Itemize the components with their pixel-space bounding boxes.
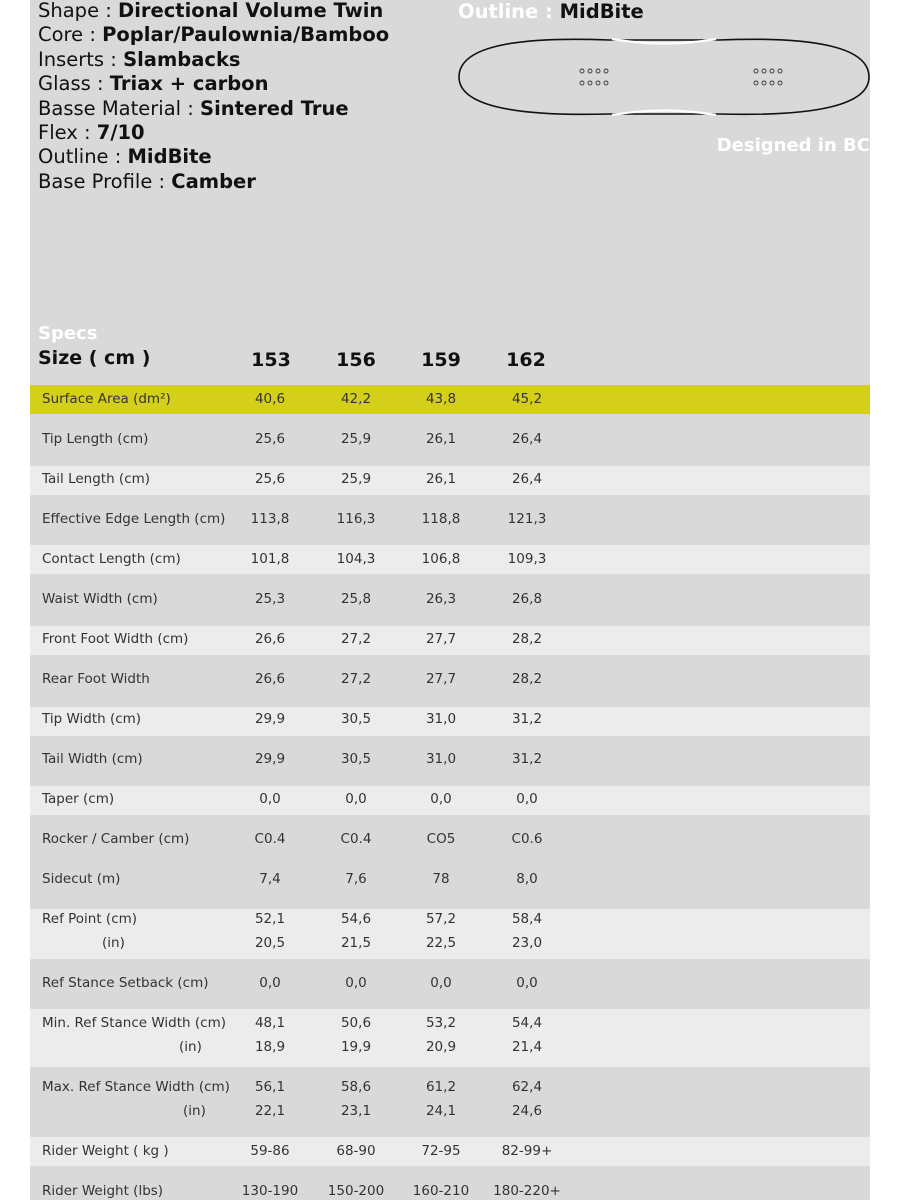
spec-value: 104,3	[336, 551, 376, 567]
property-value: Slambacks	[123, 47, 241, 71]
spec-value: 59-86	[250, 1143, 290, 1159]
spec-value: 58,4	[511, 911, 543, 927]
property-label: Basse Material :	[38, 96, 201, 120]
spec-sub-value: 19,9	[340, 1039, 372, 1055]
property-value: Triax + carbon	[109, 72, 269, 96]
size-162: 162	[506, 349, 546, 371]
spec-sub-value: 22,5	[425, 935, 457, 951]
spec-row	[30, 786, 870, 815]
insert-hole	[770, 69, 774, 73]
spec-sub-value: 21,5	[340, 935, 372, 951]
property-value: MidBite	[127, 145, 212, 169]
spec-value: 160-210	[412, 1183, 470, 1199]
spec-value: 116,3	[336, 511, 376, 527]
spec-value: 43,8	[425, 391, 457, 407]
spec-value: 0,0	[259, 975, 281, 991]
spec-value: 25,3	[254, 591, 286, 607]
spec-value: 101,8	[250, 551, 290, 567]
spec-value: 7,4	[259, 871, 281, 887]
property-label: Shape :	[38, 0, 119, 22]
spec-value: 25,9	[340, 431, 372, 447]
spec-label: Tip Width (cm)	[42, 711, 142, 727]
spec-value: 109,3	[507, 551, 547, 567]
spec-label: Tip Length (cm)	[42, 431, 149, 447]
spec-value: 130-190	[241, 1183, 299, 1199]
spec-value: C0.4	[340, 831, 372, 847]
property-label: Flex :	[38, 121, 97, 144]
spec-value: 25,6	[254, 431, 286, 447]
spec-label: Rocker / Camber (cm)	[42, 831, 190, 847]
spec-row	[30, 414, 870, 466]
size-153: 153	[251, 349, 291, 371]
insert-hole	[596, 81, 600, 85]
spec-value: 52,1	[254, 911, 286, 927]
specs-title: Specs	[38, 323, 98, 344]
size-159: 159	[421, 349, 461, 371]
spec-value: 8,0	[516, 871, 538, 887]
front-inserts	[580, 69, 608, 85]
spec-value: 0,0	[430, 975, 452, 991]
spec-sub-value: 23,1	[340, 1103, 372, 1119]
spec-label: Taper (cm)	[42, 791, 115, 807]
spec-value: 0,0	[516, 975, 538, 991]
spec-sub-value: 24,6	[511, 1103, 543, 1119]
spec-sub-value: 23,0	[511, 935, 543, 951]
property-2	[38, 48, 241, 72]
property-label: Glass :	[38, 72, 110, 96]
spec-value: 40,6	[254, 391, 286, 407]
spec-value: 0,0	[259, 791, 281, 807]
spec-label: Sidecut (m)	[42, 871, 121, 887]
insert-hole	[588, 81, 592, 85]
outline-heading	[458, 0, 644, 24]
size-header-label: Size ( cm )	[38, 347, 151, 369]
insert-hole	[770, 81, 774, 85]
designed-in-bc-tag: Designed in BC	[716, 135, 870, 156]
spec-value: C0.6	[511, 831, 543, 847]
spec-row	[30, 736, 870, 786]
property-value: 7/10	[96, 121, 145, 144]
spec-label: Ref Stance Setback (cm)	[42, 975, 209, 991]
spec-label: Rider Weight ( kg )	[42, 1143, 169, 1159]
spec-row	[30, 466, 870, 495]
spec-value: 26,4	[511, 431, 543, 447]
spec-value: 26,3	[425, 591, 457, 607]
insert-hole	[580, 81, 584, 85]
insert-hole	[588, 69, 592, 73]
spec-value: 31,0	[425, 711, 457, 727]
spec-label: Min. Ref Stance Width (cm)	[42, 1015, 226, 1031]
spec-row	[30, 815, 870, 867]
outline-heading-value: MidBite	[559, 0, 644, 23]
spec-value: 58,6	[340, 1079, 372, 1095]
spec-value: 68-90	[336, 1143, 376, 1159]
spec-value: 28,2	[511, 671, 543, 687]
spec-value: 72-95	[421, 1143, 461, 1159]
insert-hole	[596, 69, 600, 73]
spec-sub-label: (in)	[179, 1039, 202, 1055]
spec-sub-value: 22,1	[254, 1103, 286, 1119]
spec-value: 25,6	[254, 471, 286, 487]
spec-value: 0,0	[345, 975, 367, 991]
spec-value: 31,2	[511, 751, 543, 767]
spec-value: 121,3	[507, 511, 547, 527]
spec-sub-value: 24,1	[425, 1103, 457, 1119]
spec-value: 78	[432, 871, 450, 887]
spec-value: 26,1	[425, 471, 457, 487]
board-outline-diagram	[454, 26, 870, 126]
spec-value: 57,2	[425, 911, 457, 927]
spec-value: 50,6	[340, 1015, 372, 1031]
property-label: Core :	[38, 23, 103, 47]
rear-inserts	[754, 69, 782, 85]
property-label: Outline :	[38, 145, 128, 169]
property-0	[38, 0, 383, 23]
property-1	[38, 23, 389, 47]
property-7	[38, 170, 256, 194]
spec-value: 27,2	[340, 631, 372, 647]
spec-sheet	[30, 0, 870, 1200]
spec-value: 26,8	[511, 591, 543, 607]
size-156: 156	[336, 349, 376, 371]
spec-value: 7,6	[345, 871, 367, 887]
spec-value: 26,6	[254, 671, 286, 687]
spec-row	[30, 909, 870, 959]
property-value: Sintered True	[200, 96, 349, 120]
spec-value: 31,0	[425, 751, 457, 767]
spec-value: 26,4	[511, 471, 543, 487]
spec-value: 180-220+	[493, 1183, 561, 1199]
spec-value: 53,2	[425, 1015, 457, 1031]
spec-value: 42,2	[340, 391, 372, 407]
spec-row	[30, 867, 870, 909]
spec-row	[30, 626, 870, 655]
spec-value: 25,8	[340, 591, 372, 607]
spec-row	[30, 1009, 870, 1067]
spec-label: Tail Length (cm)	[42, 471, 151, 487]
spec-sub-value: 20,9	[425, 1039, 457, 1055]
spec-row	[30, 959, 870, 1009]
spec-row	[30, 1067, 870, 1137]
spec-value: 61,2	[425, 1079, 457, 1095]
spec-value: 0,0	[430, 791, 452, 807]
insert-hole	[580, 69, 584, 73]
board-outline-shape	[459, 39, 869, 114]
spec-value: 30,5	[340, 711, 372, 727]
property-label: Base Profile :	[38, 169, 172, 193]
insert-hole	[604, 69, 608, 73]
property-value: Poplar/Paulownia/Bamboo	[102, 23, 390, 47]
spec-value: 26,6	[254, 631, 286, 647]
insert-hole	[754, 81, 758, 85]
property-5	[38, 121, 145, 145]
spec-sub-value: 21,4	[511, 1039, 543, 1055]
spec-sub-label: (in)	[183, 1103, 206, 1119]
spec-sub-value: 18,9	[254, 1039, 286, 1055]
property-value: Camber	[171, 169, 256, 193]
spec-row	[30, 655, 870, 707]
spec-label: Rear Foot Width	[42, 671, 150, 687]
property-4	[38, 97, 349, 121]
insert-hole	[778, 69, 782, 73]
spec-value: 29,9	[254, 751, 286, 767]
spec-value: 150-200	[327, 1183, 385, 1199]
spec-sub-label: (in)	[102, 935, 125, 951]
spec-row	[30, 1137, 870, 1166]
insert-hole	[754, 69, 758, 73]
spec-value: 118,8	[421, 511, 461, 527]
spec-sub-value: 20,5	[254, 935, 286, 951]
spec-row	[30, 574, 870, 626]
spec-label: Front Foot Width (cm)	[42, 631, 189, 647]
spec-value: CO5	[426, 831, 456, 847]
spec-value: 45,2	[511, 391, 543, 407]
spec-label: Waist Width (cm)	[42, 591, 158, 607]
property-3	[38, 72, 268, 96]
spec-value: 0,0	[345, 791, 367, 807]
spec-value: 29,9	[254, 711, 286, 727]
property-value: Directional Volume Twin	[118, 0, 384, 22]
spec-value: 30,5	[340, 751, 372, 767]
spec-value: 28,2	[511, 631, 543, 647]
spec-value: 25,9	[340, 471, 372, 487]
spec-value: 31,2	[511, 711, 543, 727]
spec-row	[30, 707, 870, 736]
spec-value: 27,7	[425, 631, 457, 647]
spec-row	[30, 1166, 870, 1200]
insert-hole	[762, 69, 766, 73]
spec-value: 54,4	[511, 1015, 543, 1031]
property-6	[38, 145, 212, 169]
insert-hole	[778, 81, 782, 85]
spec-row	[30, 495, 870, 545]
spec-row	[30, 545, 870, 574]
spec-row	[30, 385, 870, 414]
spec-value: 26,1	[425, 431, 457, 447]
spec-label: Max. Ref Stance Width (cm)	[42, 1079, 230, 1095]
spec-value: 56,1	[254, 1079, 286, 1095]
spec-label: Tail Width (cm)	[42, 751, 143, 767]
spec-label: Surface Area (dm²)	[42, 391, 171, 407]
spec-value: 48,1	[254, 1015, 286, 1031]
spec-value: 27,2	[340, 671, 372, 687]
spec-value: 62,4	[511, 1079, 543, 1095]
spec-value: 54,6	[340, 911, 372, 927]
spec-label: Ref Point (cm)	[42, 911, 138, 927]
spec-label: Effective Edge Length (cm)	[42, 511, 226, 527]
insert-hole	[762, 81, 766, 85]
spec-value: 27,7	[425, 671, 457, 687]
size-header-row	[30, 347, 870, 377]
spec-value: 82-99+	[501, 1143, 553, 1159]
property-label: Inserts :	[38, 47, 124, 71]
insert-hole	[604, 81, 608, 85]
outline-heading-label: Outline :	[458, 0, 560, 23]
spec-value: 0,0	[516, 791, 538, 807]
spec-label: Contact Length (cm)	[42, 551, 181, 567]
spec-value: 106,8	[421, 551, 461, 567]
spec-value: 113,8	[250, 511, 290, 527]
spec-label: Rider Weight (lbs)	[42, 1183, 164, 1199]
spec-value: C0.4	[254, 831, 286, 847]
